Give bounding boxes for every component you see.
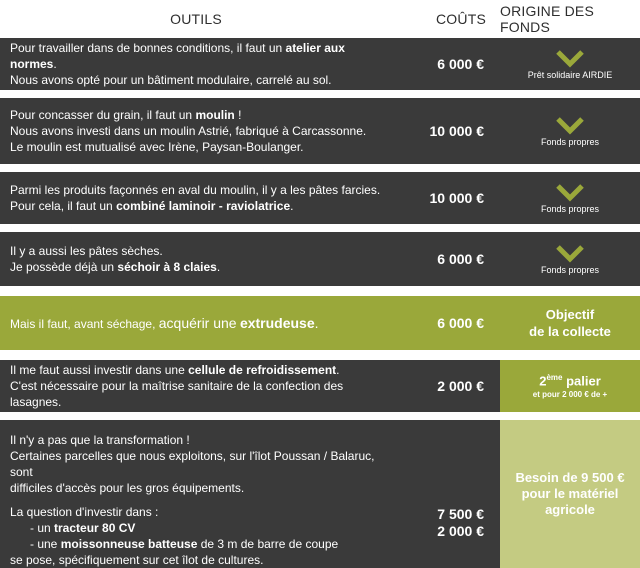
row-origin: [500, 38, 640, 90]
palier-badge: 2ème palier et pour 2 000 € de +: [500, 360, 640, 412]
row-origin: [500, 232, 640, 286]
table-row-moulin: [0, 98, 640, 164]
row-cost: [392, 420, 500, 568]
table-row-cellule: [0, 360, 640, 412]
origin-label: Fonds propres: [540, 137, 600, 147]
column-header-couts: COÛTS: [436, 11, 486, 27]
column-header-origine: ORIGINE DES FONDS: [500, 3, 594, 35]
row-description: Il me faut aussi investir dans une cellule de refroidissement. C'est nécessaire pour la maîtrise sanitaire de la confection des lasagnes.: [0, 360, 392, 412]
check-icon: [555, 115, 585, 135]
row-cost: 10 000 €: [392, 98, 500, 164]
row-cost: 10 000 €: [392, 172, 500, 224]
row-description: Pour travailler dans de bonnes conditions, il faut un atelier aux normes. Nous avons opté pour un bâtiment modulaire, carrelé au sol.: [0, 38, 392, 90]
table-row-extrudeuse: [0, 296, 640, 350]
row-origin: [500, 98, 640, 164]
origin-label: Fonds propres: [540, 265, 600, 275]
table-row-atelier: [0, 38, 640, 90]
table-row-materiel-agricole: [0, 420, 640, 568]
row-description: Il y a aussi les pâtes sèches. Je possède déjà un séchoir à 8 claies.: [0, 232, 392, 286]
cost-tracteur: 7 500 €: [437, 506, 484, 522]
row-origin: [500, 172, 640, 224]
besoin-badge: Besoin de 9 500 € pour le matériel agricole: [500, 420, 640, 568]
row-cost: 6 000 €: [392, 296, 500, 350]
row-description: Il n'y a pas que la transformation ! Certaines parcelles que nous exploitons, sur l'îlot Poussan / Balaruc, sont difficiles d'accès pour les gros équipements. La question d'investir dans : - un tracteur 80 CV - une moissonneuse batteuse de 3 m de barre de coupe se pose, spécifiquement sur cet îlot de cultures.: [0, 420, 392, 568]
row-cost: 2 000 €: [392, 360, 500, 412]
table-row-laminoir: [0, 172, 640, 224]
row-cost: 6 000 €: [392, 232, 500, 286]
check-icon: [555, 243, 585, 263]
row-description: Pour concasser du grain, il faut un moulin ! Nous avons investi dans un moulin Astrié, fabriqué à Carcassonne. Le moulin est mutualisé avec Irène, Paysan-Boulanger.: [0, 98, 392, 164]
column-header-outils: OUTILS: [170, 11, 222, 27]
collect-objective-badge: Objectif de la collecte: [500, 296, 640, 350]
origin-label: Prêt solidaire AIRDIE: [527, 70, 613, 80]
row-description: Parmi les produits façonnés en aval du moulin, il y a les pâtes farcies. Pour cela, il faut un combiné laminoir - raviolatrice.: [0, 172, 392, 224]
cost-moissonneuse: 2 000 €: [437, 523, 484, 539]
origin-label: Fonds propres: [540, 204, 600, 214]
row-cost: 6 000 €: [392, 38, 500, 90]
table-row-sechoir: [0, 232, 640, 286]
check-icon: [555, 182, 585, 202]
row-description: Mais il faut, avant séchage, acquérir une extrudeuse.: [0, 296, 392, 350]
check-icon: [555, 48, 585, 68]
